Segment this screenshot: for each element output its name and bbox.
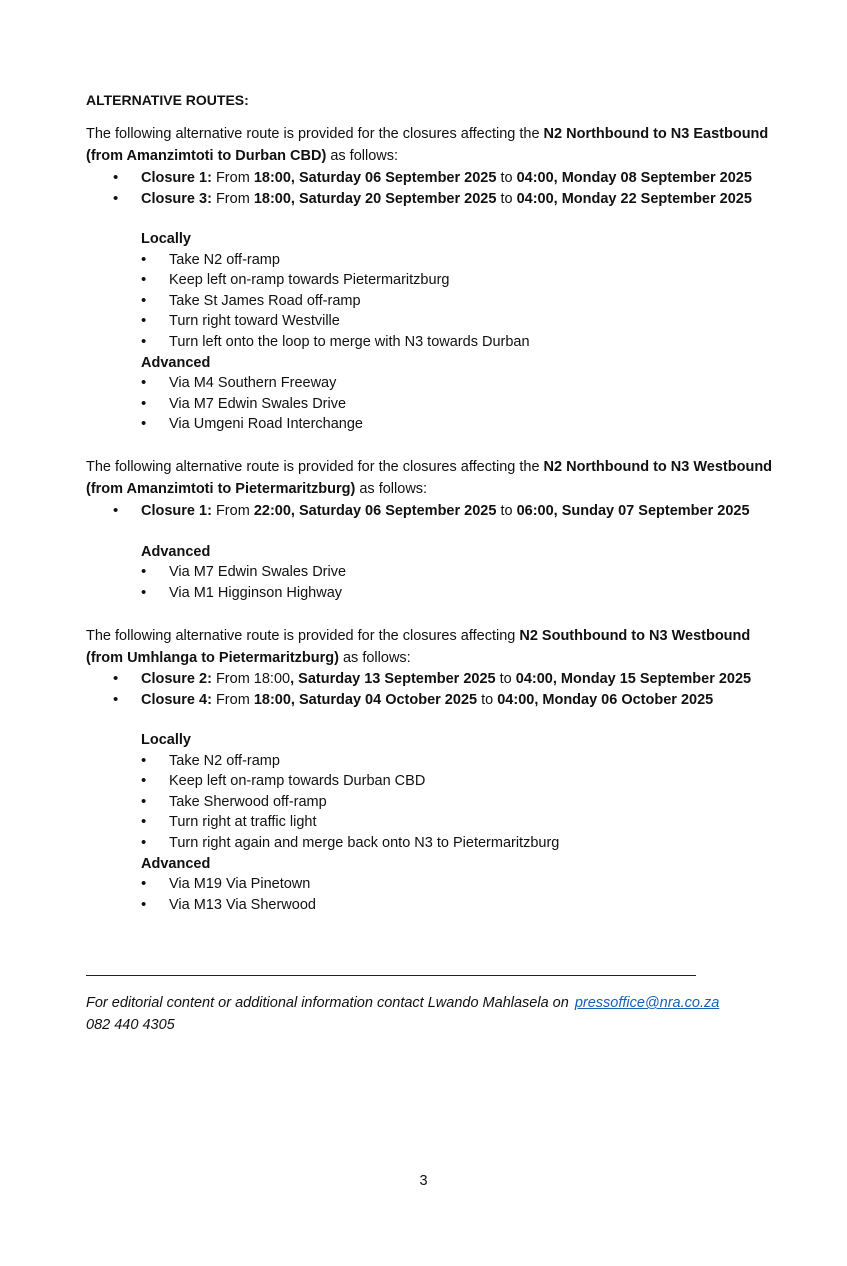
intro-route: N2 Northbound to N3 Eastbound (from Amanzimtoti to Durban CBD)	[86, 126, 769, 164]
closure-label: Closure 4:	[141, 691, 212, 708]
route-section-3	[86, 625, 786, 915]
closure-item	[86, 690, 786, 711]
to-word: to	[495, 671, 516, 687]
intro-text: The following alternative route is provided for the closures affecting the	[86, 126, 544, 142]
closure-item	[86, 168, 786, 189]
to-word: to	[496, 170, 517, 186]
advanced-list	[86, 562, 786, 603]
intro-suffix: as follows:	[355, 481, 428, 497]
locally-heading: Locally	[141, 231, 191, 247]
closure-list	[86, 168, 786, 209]
route-step: • Take N2 off-ramp	[86, 751, 786, 772]
contact-footer	[86, 992, 806, 1036]
closure-label: Closure 3:	[141, 190, 212, 207]
advanced-list	[86, 874, 786, 915]
closure-start: 18:00, Saturday 06 September 2025	[253, 170, 497, 186]
route-section-2	[86, 456, 786, 603]
spacer	[86, 710, 786, 730]
route-section-1	[86, 123, 786, 435]
advanced-heading: Advanced	[141, 354, 211, 371]
intro-text: The following alternative route is provided for the closures affecting the	[86, 459, 544, 475]
intro-text: The following alternative route is provided for the closures affecting	[86, 628, 520, 644]
route-step: • Via M1 Higginson Highway	[86, 583, 786, 604]
from-word: From	[211, 190, 254, 207]
route-step: • Turn right at traffic light	[86, 812, 786, 833]
spacer	[86, 522, 786, 542]
route-step: • Via M13 Via Sherwood	[86, 895, 786, 916]
closure-end: 04:00, Monday 08 September 2025	[516, 170, 752, 186]
from-word: From 18:00	[211, 671, 291, 687]
closure-label: Closure 1:	[141, 503, 212, 519]
closure-start: , Saturday 13 September 2025	[290, 671, 496, 687]
closure-end: 04:00, Monday 22 September 2025	[516, 190, 752, 207]
closure-end: 04:00, Monday 15 September 2025	[515, 671, 752, 687]
route-step: • Take St James Road off-ramp	[86, 291, 786, 312]
spacer	[86, 209, 786, 229]
closure-start: 22:00, Saturday 06 September 2025	[253, 503, 497, 519]
route-step: • Take Sherwood off-ramp	[86, 792, 786, 813]
section-intro	[86, 123, 786, 167]
route-step: • Via M7 Edwin Swales Drive	[86, 562, 786, 583]
from-word: From	[211, 691, 254, 708]
contact-phone: 082 440 4305	[86, 1017, 175, 1033]
email-link[interactable]: pressoffice@nra.co.za	[574, 995, 720, 1011]
intro-route: N2 Northbound to N3 Westbound (from Amanzimtoti to Pietermaritzburg)	[86, 459, 773, 497]
closure-end: 06:00, Sunday 07 September 2025	[516, 503, 750, 519]
closure-item	[86, 189, 786, 210]
closure-end: 04:00, Monday 06 October 2025	[497, 691, 714, 708]
section-intro	[86, 456, 786, 500]
closure-list	[86, 669, 786, 710]
to-word: to	[477, 691, 498, 708]
page-number: 3	[419, 1173, 428, 1189]
closure-label: Closure 1:	[141, 170, 212, 186]
closure-start: 18:00, Saturday 04 October 2025	[253, 691, 478, 708]
closure-item	[86, 501, 786, 522]
route-step: • Via M19 Via Pinetown	[86, 874, 786, 895]
intro-route: N2 Southbound to N3 Westbound (from Umhlanga to Pietermaritzburg)	[86, 628, 751, 666]
route-step: • Via Umgeni Road Interchange	[86, 414, 786, 435]
to-word: to	[496, 190, 517, 207]
route-step: • Via M7 Edwin Swales Drive	[86, 394, 786, 415]
route-step: • Via M4 Southern Freeway	[86, 373, 786, 394]
locally-list	[86, 250, 786, 353]
advanced-heading: Advanced	[141, 855, 211, 872]
intro-suffix: as follows:	[326, 148, 399, 164]
locally-heading: Locally	[141, 732, 191, 748]
closure-list	[86, 501, 786, 522]
contact-text: For editorial content or additional information contact Lwando Mahlasela on	[86, 995, 569, 1011]
section-heading: ALTERNATIVE ROUTES:	[86, 92, 249, 108]
route-step: • Turn right toward Westville	[86, 311, 786, 332]
from-word: From	[211, 503, 254, 519]
advanced-heading: Advanced	[141, 543, 211, 560]
closure-label: Closure 2:	[141, 671, 212, 687]
locally-list	[86, 751, 786, 854]
closure-start: 18:00, Saturday 20 September 2025	[253, 190, 497, 207]
advanced-list	[86, 373, 786, 435]
from-word: From	[211, 170, 254, 186]
footer-divider	[86, 975, 696, 976]
closure-item	[86, 669, 786, 690]
route-step: • Turn right again and merge back onto N3 to Pietermaritzburg	[86, 833, 786, 854]
route-step: • Take N2 off-ramp	[86, 250, 786, 271]
to-word: to	[496, 503, 517, 519]
route-step: • Keep left on-ramp towards Pietermaritzburg	[86, 270, 786, 291]
section-intro	[86, 625, 786, 669]
route-step: • Turn left onto the loop to merge with N3 towards Durban	[86, 332, 786, 353]
route-step: • Keep left on-ramp towards Durban CBD	[86, 771, 786, 792]
intro-suffix: as follows:	[338, 650, 411, 666]
